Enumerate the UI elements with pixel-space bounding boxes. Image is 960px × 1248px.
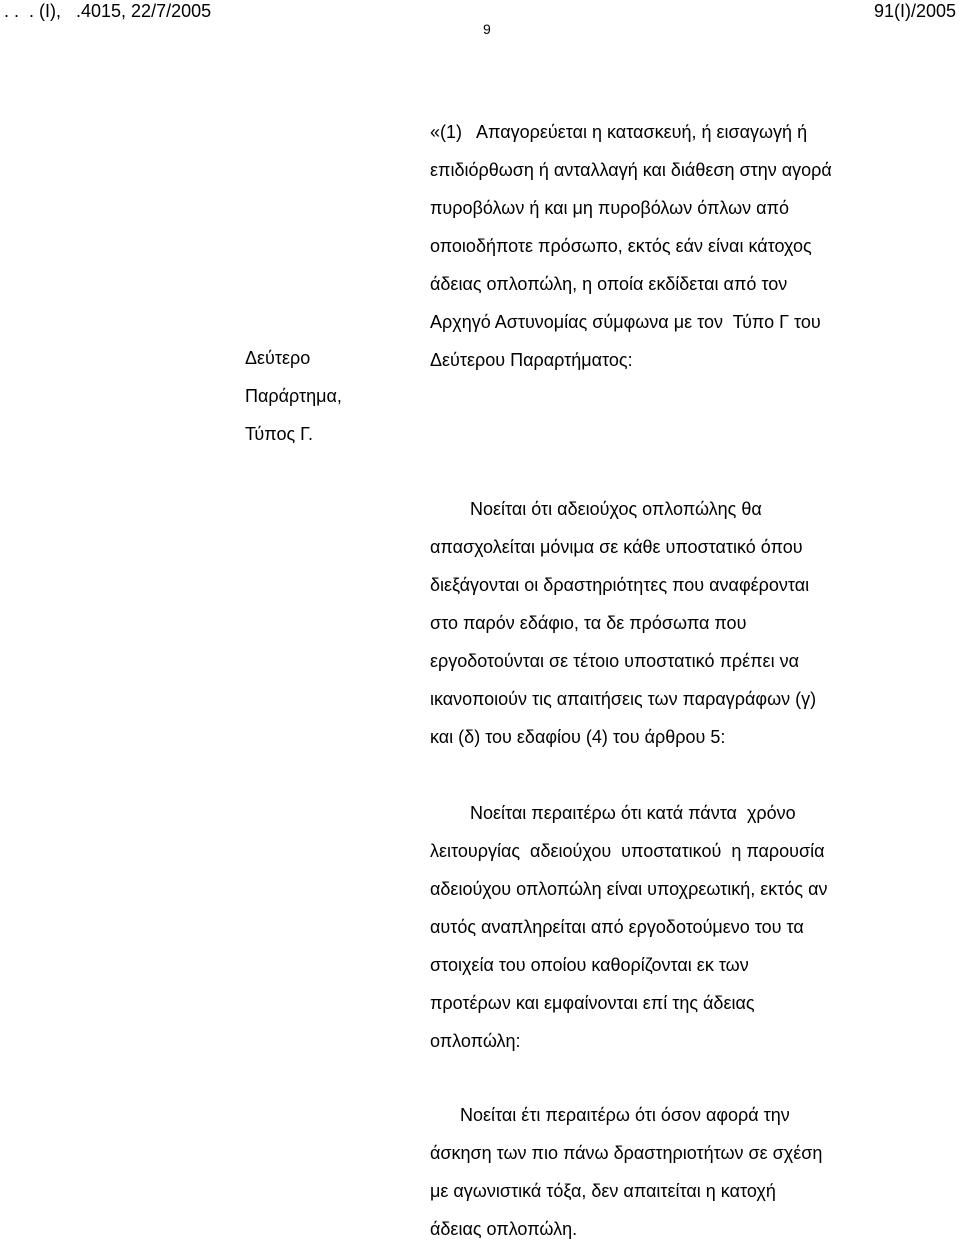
text-line: προτέρων και εμφαίνονται επί της άδειας [430,993,755,1013]
paragraph-proviso-2 [430,794,950,1060]
text-line: με αγωνιστικά τόξα, δεν απαιτείται η κατοχή [430,1181,776,1201]
text-line: Νοείται έτι περαιτέρω ότι όσον αφορά την [430,1105,790,1125]
text-line: αδειούχου οπλοπώλη είναι υποχρεωτική, εκτός αν [430,879,828,899]
paragraph-prohibition [430,113,950,379]
margin-note-line: Παράρτημα, [245,386,342,406]
text-line: και (δ) του εδαφίου (4) του άρθρου 5: [430,727,726,747]
running-header-left: . . . (Ι), .4015, 22/7/2005 [4,1,212,21]
text-line: στο παρόν εδάφιο, τα δε πρόσωπα που [430,613,747,633]
text-line: διεξάγονται οι δραστηριότητες που αναφέρονται [430,575,810,595]
margin-note-line: Τύπος Γ. [245,424,314,444]
text-line: ικανοποιούν τις απαιτήσεις των παραγράφων (γ) [430,689,817,709]
margin-note-line: Δεύτερο [245,348,311,368]
paragraph-proviso-3 [430,1096,950,1248]
text-line: λειτουργίας αδειούχου υποστατικού η παρουσία [430,841,825,861]
text-line: αυτός αναπληρείται από εργοδοτούμενο του τα [430,917,804,937]
text-line: άδειας οπλοπώλη. [430,1219,578,1239]
text-line: οπλοπώλη: [430,1031,521,1051]
running-header-right: 91(Ι)/2005 [873,1,956,21]
text-line: επιδιόρθωση ή ανταλλαγή και διάθεση στην αγορά [430,160,832,180]
text-line: εργοδοτούνται σε τέτοιο υποστατικό πρέπει να [430,651,799,671]
text-line: Αρχηγό Αστυνομίας σύμφωνα με τον Τύπο Γ του [430,312,821,332]
text-line: Νοείται ότι αδειούχος οπλοπώλης θα [430,499,762,519]
text-line: οποιοδήποτε πρόσωπο, εκτός εάν είναι κάτοχος [430,236,812,256]
page-number: 9 [483,21,491,37]
margin-note [245,339,342,453]
text-line: Δεύτερου Παραρτήματος: [430,350,633,370]
text-line: απασχολείται μόνιμα σε κάθε υποστατικό όπου [430,537,803,557]
text-line: άδειας οπλοπώλη, η οποία εκδίδεται από τον [430,274,788,294]
text-line: άσκηση των πιο πάνω δραστηριοτήτων σε σχέση [430,1143,823,1163]
text-line: στοιχεία του οποίου καθορίζονται εκ των [430,955,749,975]
text-line: πυροβόλων ή και μη πυροβόλων όπλων από [430,198,790,218]
text-line: Νοείται περαιτέρω ότι κατά πάντα χρόνο [430,803,796,823]
text-line: «(1) Απαγορεύεται η κατασκευή, ή εισαγωγή ή [430,122,808,142]
paragraph-proviso-1 [430,490,950,756]
